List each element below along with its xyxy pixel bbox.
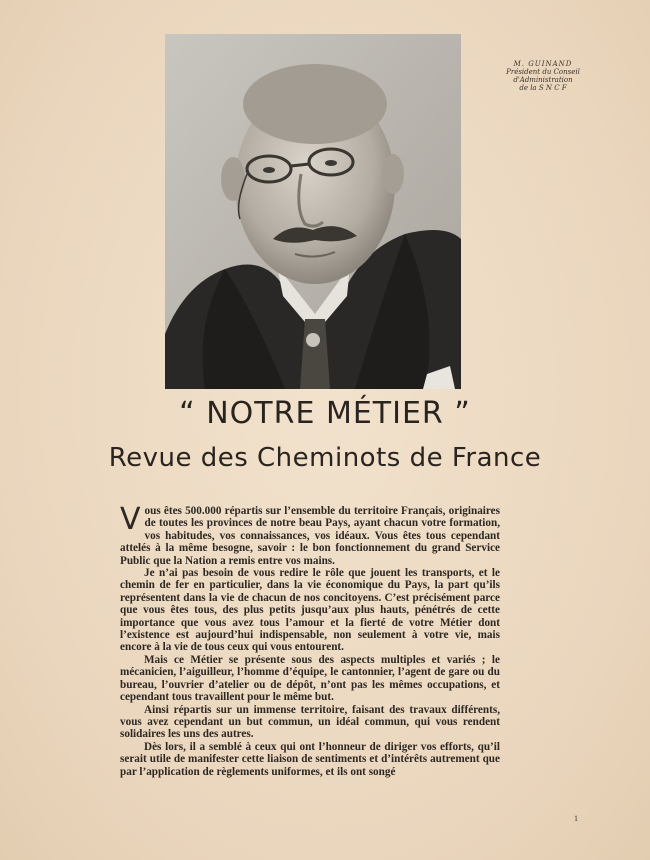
caption-role-line2: d'Administration [513,76,573,84]
page-number: 1 [574,814,578,823]
article-body [120,502,500,778]
article-paragraph-3: Mais ce Métier se présente sous des aspects multiples et variés ; le mécanicien, l’aiguilleur, l’homme d’équipe, le cantonnier, l’agent de gare ou du bureau, l’ouvrier d’atelier ou de dépôt, n’ont pas les mêmes occupations, et cependant tous travaillent pour le même but. [120,653,500,704]
photo-caption [488,60,598,92]
drop-cap: V [120,502,141,537]
page-title: “ NOTRE MÉTIER ” [179,396,471,431]
caption-name: M. GUINAND [513,60,573,68]
article-paragraph-2: Je n’ai pas besoin de vous redire le rôle que jouent les transports, et le chemin de fer en particulier, dans la vie économique du Pays, la part qu’ils représentent dans la vie de chacun de nos concitoyens. C’est précisément parce que vous êtes tous, des plus petits jusqu’aux plus hauts, pénétrés de cette importance que vous avez tous l’amour et la fierté de votre Métier dont l’existence est aujourd’hui indispensable, non seulement à votre vie, mais encore à la vie de tous ceux qui vous entourent. [120,567,500,654]
article-paragraph-4: Ainsi répartis sur un immense territoire, faisant des travaux différents, vous avez cependant un but commun, un idéal commun, qui vous rendent solidaires les uns des autres. [120,703,500,741]
paragraph-1-text: ous êtes 500.000 répartis sur l’ensemble du territoire Français, originaires de toutes les provinces de notre beau Pays, ayant chacun votre formation, vos habitudes, vos connaissances, vos idéaux. Vous êtes tous cependant attelés à la même besogne, savoir : le bon fonctionnement du grand Service Public que la Nation a remis entre vos mains. [120,505,500,567]
caption-role-line3: de la S N C F [519,84,567,92]
caption-role-line1: Président du Conseil [506,68,580,76]
portrait-photo [165,34,461,389]
page-subtitle: Revue des Cheminots de France [108,443,542,473]
article-paragraph-1 [120,502,500,567]
article-paragraph-5: Dès lors, il a semblé à ceux qui ont l’honneur de diriger vos efforts, qu’il serait utile de manifester cette liaison de sentiments et d’intérêts autrement que par l’application de règlements uniformes, et ils ont songé [120,740,500,778]
